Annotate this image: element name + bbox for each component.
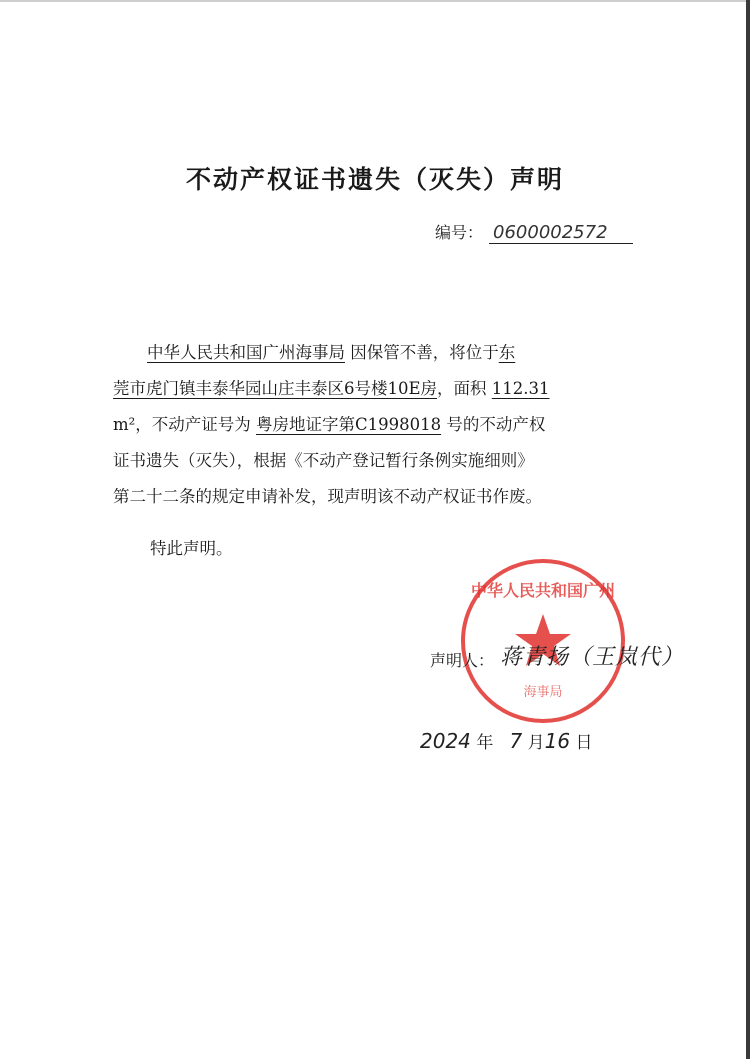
area-unit: m² bbox=[113, 415, 136, 434]
body-line-1 bbox=[113, 335, 633, 371]
body-line-4: 证书遗失（灭失），根据《不动产登记暂行条例实施细则》 bbox=[113, 451, 534, 470]
declaration-date bbox=[420, 728, 593, 753]
svg-text:海事局: 海事局 bbox=[523, 685, 563, 700]
body-text-3: 号的不动产权 bbox=[446, 415, 546, 434]
address-part-b: 莞市虎门镇丰泰华园山庄丰泰区6号楼10E房 bbox=[113, 379, 438, 398]
body-line-2 bbox=[113, 371, 633, 407]
number-label: 编号： bbox=[435, 223, 484, 242]
declarant-signature: 蒋青扬（王岚代） bbox=[500, 645, 685, 670]
owner-name: 中华人民共和国广州海事局 bbox=[147, 343, 345, 362]
body-line-5: 第二十二条的规定申请补发，现声明该不动产权证书作废。 bbox=[113, 487, 542, 506]
date-month-label: 月 bbox=[527, 733, 545, 753]
scan-top-edge bbox=[0, 0, 750, 2]
document-number bbox=[435, 220, 633, 244]
body-text-2: ，不动产证号为 bbox=[135, 415, 251, 434]
date-year-label: 年 bbox=[476, 733, 494, 753]
date-year: 2024 bbox=[420, 729, 471, 753]
closing-statement: 特此声明。 bbox=[150, 539, 233, 558]
declaration-body bbox=[113, 335, 633, 515]
date-day: 16 bbox=[544, 729, 571, 753]
date-day-label: 日 bbox=[575, 733, 593, 753]
number-value: 0600002572 bbox=[489, 222, 633, 244]
scan-right-edge bbox=[746, 0, 750, 1059]
area-value: 112.31 bbox=[491, 379, 550, 398]
svg-text:中华人民共和国广州: 中华人民共和国广州 bbox=[470, 581, 616, 600]
area-label: ，面积 bbox=[437, 379, 487, 398]
body-text-1: 因保管不善，将位于 bbox=[350, 343, 499, 362]
body-line-3 bbox=[113, 407, 633, 443]
address-part-a: 东 bbox=[498, 343, 516, 362]
date-month: 7 bbox=[509, 729, 523, 753]
document-title: 不动产权证书遗失（灭失）声明 bbox=[185, 165, 564, 194]
declarant-label: 声明人： bbox=[430, 651, 495, 670]
certificate-number: 粤房地证字第C1998018 bbox=[256, 415, 442, 434]
